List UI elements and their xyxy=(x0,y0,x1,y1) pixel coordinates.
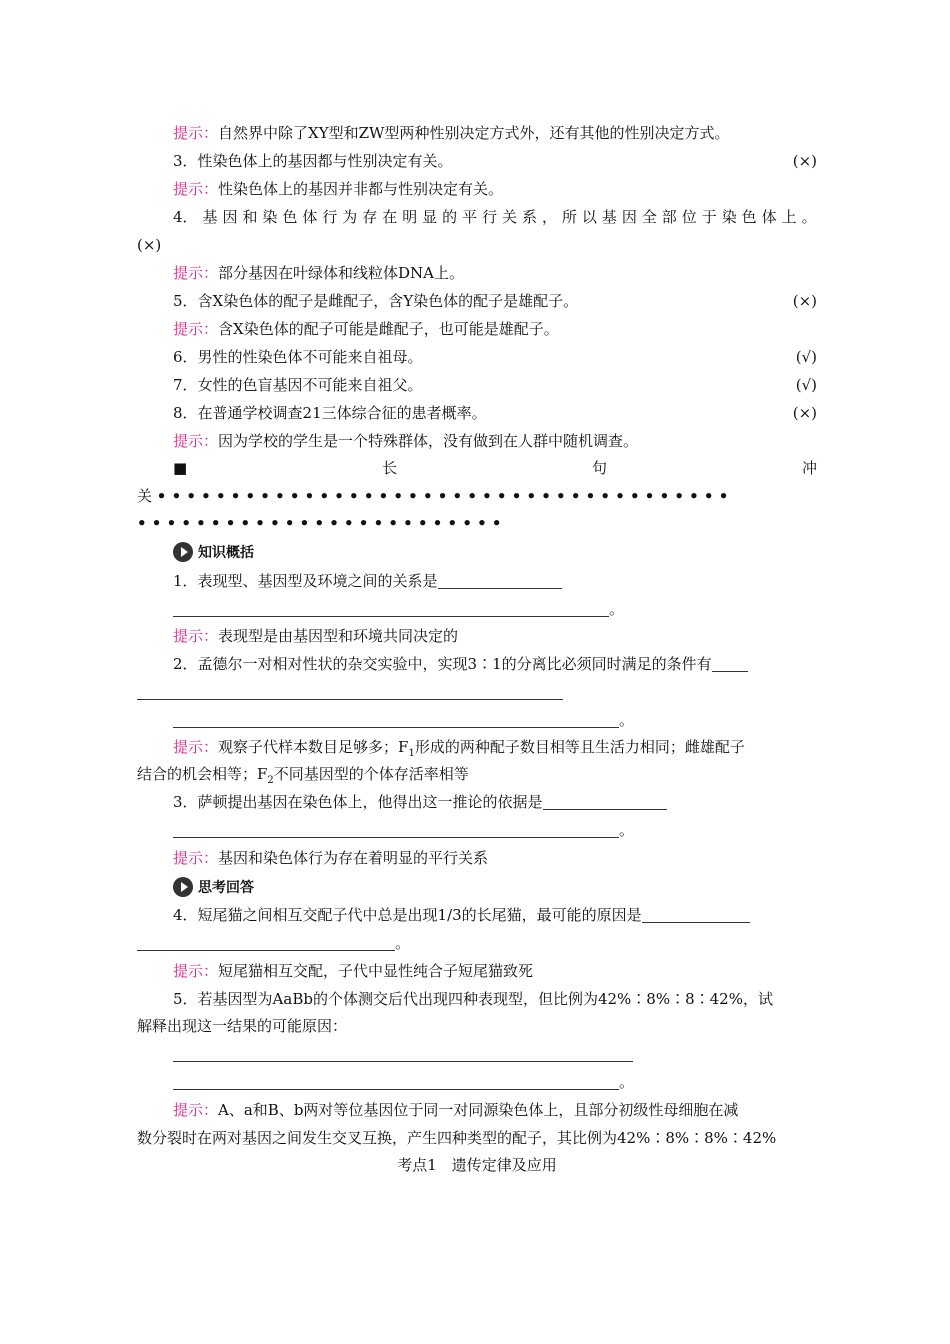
hint-label: 提示： xyxy=(173,180,219,198)
banner-dots-row xyxy=(137,511,817,535)
statement-char: 全 xyxy=(641,208,657,226)
hint-line-continued xyxy=(137,1126,817,1150)
statement-char: 因 xyxy=(621,208,637,226)
statement-char: 4． xyxy=(173,208,198,226)
statement-char: 关 xyxy=(502,208,518,226)
hint-text: 短尾猫相互交配，子代中显性纯合子短尾猫致死 xyxy=(218,962,534,980)
statement-6 xyxy=(173,345,817,369)
statement-text: 7．女性的色盲基因不可能来自祖父。 xyxy=(173,376,423,394)
hint-label: 提示： xyxy=(173,432,219,450)
judgement-mark: (×) xyxy=(792,152,817,170)
play-circle-icon xyxy=(173,877,193,897)
footer-section-title xyxy=(137,1153,817,1177)
section-title: 思考回答 xyxy=(198,880,254,896)
section-title: 考点1 遗传定律及应用 xyxy=(397,1156,557,1174)
end-mark: 。 xyxy=(609,600,625,618)
end-mark: 。 xyxy=(395,934,411,952)
hint-label: 提示： xyxy=(173,738,219,756)
hint-text: 数分裂时在两对基因之间发生交叉互换，产生四种类型的配子，其比例为42%∶8%∶8%∶42% xyxy=(137,1129,777,1147)
statement-char: 部 xyxy=(661,208,677,226)
banner-char: 冲 xyxy=(801,459,817,477)
statement-text: 3．性染色体上的基因都与性别决定有关。 xyxy=(173,152,453,170)
hint-text: 不同基因型的个体存活率相等 xyxy=(273,765,469,783)
statement-text: 6．男性的性染色体不可能来自祖母。 xyxy=(173,348,423,366)
question-3 xyxy=(173,790,817,814)
statement-char: 所 xyxy=(561,208,577,226)
answer-blank xyxy=(137,934,395,951)
statement-char: 平 xyxy=(462,208,478,226)
statement-char: 基 xyxy=(202,208,218,226)
statement-char: 和 xyxy=(242,208,258,226)
hint-text: 含X染色体的配子可能是雌配子，也可能是雄配子。 xyxy=(218,320,559,338)
statement-char: 位 xyxy=(681,208,697,226)
banner-dots-row xyxy=(137,484,817,508)
banner-dots: ••••••••••••••••••••••••••••••••••••••• xyxy=(156,487,734,505)
answer-blank xyxy=(712,655,748,672)
hint-label: 提示： xyxy=(173,1101,219,1119)
hint-text: 基因和染色体行为存在着明显的平行关系 xyxy=(218,849,489,867)
hint-text: 因为学校的学生是一个特殊群体，没有做到在人群中随机调查。 xyxy=(218,432,639,450)
statement-char: 的 xyxy=(442,208,458,226)
answer-blank xyxy=(438,572,562,589)
statement-char: 因 xyxy=(222,208,238,226)
statement-char: 基 xyxy=(601,208,617,226)
question-2-line3 xyxy=(173,708,817,732)
hint-label: 提示： xyxy=(173,849,219,867)
banner-dots: ••••••••••••••••••••••••• xyxy=(137,514,507,532)
statement-5 xyxy=(173,289,817,313)
hint-line xyxy=(173,1098,817,1122)
hint-text: 形成的两种配子数目相等且生活力相同；雌雄配子 xyxy=(414,738,745,756)
question-5 xyxy=(173,987,817,1011)
statement-4-mark xyxy=(137,233,817,257)
statement-char: 上 xyxy=(781,208,797,226)
answer-blank xyxy=(173,600,609,617)
statement-char: 系 xyxy=(522,208,538,226)
banner-char: 句 xyxy=(592,459,608,477)
question-5-blank2 xyxy=(173,1070,817,1094)
statement-char: 。 xyxy=(801,208,817,226)
hint-line xyxy=(173,121,817,145)
hint-text: 性染色体上的基因并非都与性别决定有关。 xyxy=(218,180,504,198)
question-text: 5．若基因型为AaBb的个体测交后代出现四种表现型，但比例为42%∶8%∶8∶42%，试 xyxy=(173,990,773,1008)
statement-char: 于 xyxy=(701,208,717,226)
answer-blank xyxy=(173,1045,633,1062)
answer-blank xyxy=(173,821,619,838)
statement-char: 体 xyxy=(302,208,318,226)
banner-char: 长 xyxy=(382,459,398,477)
question-2-line2 xyxy=(137,680,817,704)
hint-line-continued xyxy=(137,762,817,793)
answer-blank xyxy=(543,793,667,810)
hint-label: 提示： xyxy=(173,264,219,282)
statement-char: 色 xyxy=(282,208,298,226)
hint-line xyxy=(173,846,817,870)
banner-char: 关 xyxy=(137,487,153,505)
question-5-blank1 xyxy=(173,1042,817,1066)
question-text: 3．萨顿提出基因在染色体上，他得出这一推论的依据是 xyxy=(173,793,543,811)
statement-char: 染 xyxy=(721,208,737,226)
play-circle-icon xyxy=(173,542,193,562)
judgement-mark: (×) xyxy=(792,404,817,422)
judgement-mark: (×) xyxy=(792,292,817,310)
end-mark: 。 xyxy=(619,1073,635,1091)
hint-text: 观察子代样本数目足够多；F xyxy=(218,738,409,756)
question-2 xyxy=(173,652,817,676)
statement-text: 5．含X染色体的配子是雌配子，含Y染色体的配子是雄配子。 xyxy=(173,292,579,310)
statement-char: 在 xyxy=(382,208,398,226)
statement-char: 以 xyxy=(581,208,597,226)
banner-title xyxy=(173,456,817,480)
statement-char: 明 xyxy=(402,208,418,226)
section-title: 知识概括 xyxy=(198,545,254,561)
hint-line xyxy=(173,429,817,453)
statement-char: ， xyxy=(541,208,557,226)
statement-char: 行 xyxy=(482,208,498,226)
hint-text: 自然界中除了XY型和ZW型两种性别决定方式外，还有其他的性别决定方式。 xyxy=(218,124,730,142)
judgement-mark: (√) xyxy=(795,376,817,394)
hint-label: 提示： xyxy=(173,962,219,980)
hint-label: 提示： xyxy=(173,124,219,142)
hint-line xyxy=(173,959,817,983)
question-4-line2 xyxy=(137,931,817,955)
hint-line xyxy=(173,261,817,285)
hint-text: 结合的机会相等；F xyxy=(137,765,268,783)
statement-char: 行 xyxy=(322,208,338,226)
statement-char: 体 xyxy=(761,208,777,226)
answer-blank xyxy=(137,683,563,700)
hint-label: 提示： xyxy=(173,320,219,338)
statement-7 xyxy=(173,373,817,397)
question-1 xyxy=(173,569,817,593)
end-mark: 。 xyxy=(619,821,635,839)
question-text: 1．表现型、基因型及环境之间的关系是 xyxy=(173,572,438,590)
statement-text: 8．在普通学校调查21三体综合征的患者概率。 xyxy=(173,404,487,422)
statement-3 xyxy=(173,149,817,173)
hint-text: 表现型是由基因型和环境共同决定的 xyxy=(218,627,459,645)
section-header-knowledge xyxy=(173,541,254,563)
statement-char: 为 xyxy=(342,208,358,226)
statement-4 xyxy=(173,205,817,229)
question-text: 2．孟德尔一对相对性状的杂交实验中，实现3∶1的分离比必须同时满足的条件有 xyxy=(173,655,712,673)
answer-blank xyxy=(173,1073,619,1090)
section-header-thinking xyxy=(173,876,254,898)
answer-blank xyxy=(642,906,750,923)
statement-8 xyxy=(173,401,817,425)
end-mark: 。 xyxy=(619,711,635,729)
hint-line xyxy=(173,317,817,341)
question-3-line2 xyxy=(173,818,817,842)
subscript: 2 xyxy=(267,775,274,786)
hint-text: A、a和B、b两对等位基因位于同一对同源染色体上，且部分初级性母细胞在减 xyxy=(218,1101,739,1119)
question-5-line2 xyxy=(137,1014,817,1038)
statement-char: 存 xyxy=(362,208,378,226)
subscript: 1 xyxy=(408,748,415,759)
question-text: 解释出现这一结果的可能原因： xyxy=(137,1017,348,1035)
judgement-mark: (×) xyxy=(137,236,162,254)
statement-char: 染 xyxy=(262,208,278,226)
question-text: 4．短尾猫之间相互交配子代中总是出现1/3的长尾猫，最可能的原因是 xyxy=(173,906,642,924)
hint-line xyxy=(173,177,817,201)
question-1-line2 xyxy=(173,597,817,621)
answer-blank xyxy=(173,711,619,728)
statement-char: 显 xyxy=(422,208,438,226)
judgement-mark: (√) xyxy=(795,348,817,366)
hint-label: 提示： xyxy=(173,627,219,645)
statement-char: 色 xyxy=(741,208,757,226)
question-4 xyxy=(173,903,817,927)
hint-text: 部分基因在叶绿体和线粒体DNA上。 xyxy=(218,264,465,282)
banner-square-icon: ■ xyxy=(173,459,188,477)
hint-line xyxy=(173,624,817,648)
